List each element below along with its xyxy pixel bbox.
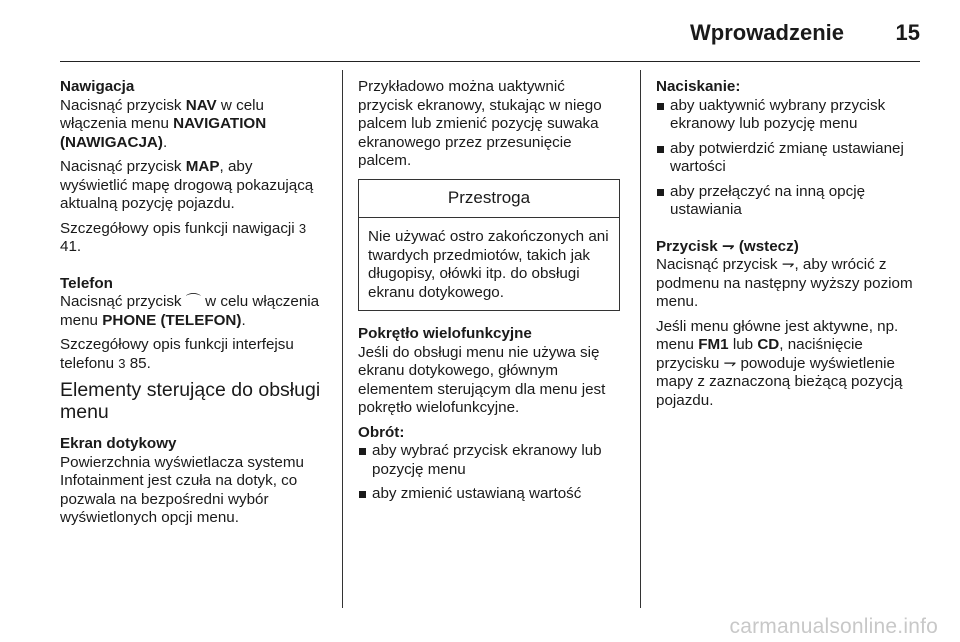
- column-middle: [358, 78, 620, 510]
- phone-heading: Telefon: [60, 274, 113, 292]
- column-right: [656, 78, 918, 416]
- nav-heading: Nawigacja: [60, 78, 135, 95]
- nav-paragraph-3: Szczegółowy opis funkcji nawigacji 3 41.: [60, 219, 307, 255]
- phone-icon: ⌒: [185, 293, 201, 310]
- back-paragraph-2: Jeśli menu główne jest aktywne, np. menu FM1 lub CD, naciśnięcie przycisku ⇁ powoduje wyświetlenie mapy z zaznaczoną bieżącą pozycją pojazdu.: [656, 317, 903, 409]
- press-label: Naciskanie:: [656, 78, 741, 95]
- phone-paragraph-1: Nacisnąć przycisk ⌒ w celu włączenia menu PHONE (TELEFON).: [60, 293, 320, 329]
- header-divider: [60, 61, 920, 62]
- touch-heading: Ekran dotykowy: [60, 435, 177, 452]
- column-divider-1: [342, 70, 343, 608]
- back-icon: ⇁: [723, 354, 737, 372]
- intro-paragraph: Przykładowo można uaktywnić przycisk ekranowy, stukając w niego palcem lub zmienić pozycję suwaka ekranowego przez przesunięcie palcem.: [358, 78, 602, 169]
- column-divider-2: [640, 70, 641, 608]
- caution-box: [358, 179, 620, 312]
- back-heading: Przycisk ⇁ (wstecz): [656, 237, 799, 255]
- watermark: carmanualsonline.info: [729, 614, 938, 638]
- rotate-label: Obrót:: [358, 423, 405, 441]
- column-left: [60, 78, 322, 534]
- nav-paragraph-2: Nacisnąć przycisk MAP, aby wyświetlić mapę drogową pokazującą aktualną pozycję pojazdu.: [60, 158, 314, 212]
- knob-paragraph: Jeśli do obsługi menu nie używa się ekranu dotykowego, głównym elementem sterującym dla menu jest pokrętło wielofunkcyjne.: [358, 343, 606, 416]
- caution-text: Nie używać ostro zakończonych ani twardych przedmiotów, takich jak długopisy, ołówki itp. do obsługi ekranu dotykowego.: [368, 228, 609, 301]
- phone-paragraph-2: Szczegółowy opis funkcji interfejsu telefonu 3 85.: [60, 336, 294, 372]
- rotate-list: [358, 442, 620, 504]
- page-title: Wprowadzenie: [689, 20, 844, 45]
- list-item: aby potwierdzić zmianę ustawianej wartości: [656, 140, 918, 177]
- nav-paragraph-1: Nacisnąć przycisk NAV w celu włączenia menu NAVIGATION (NAWIGACJA).: [60, 96, 267, 151]
- knob-heading: Pokrętło wielofunkcyjne: [358, 325, 532, 342]
- back-icon: ⇁: [781, 256, 795, 273]
- page-ref-icon: 3: [298, 220, 307, 236]
- back-icon: ⇁: [721, 237, 735, 255]
- caution-title: Przestroga: [359, 180, 619, 219]
- section-heading: Elementy sterujące do obsługi menu: [60, 379, 321, 423]
- page-ref-icon: 3: [118, 355, 126, 371]
- list-item: aby zmienić ustawianą wartość: [358, 485, 620, 504]
- back-paragraph-1: Nacisnąć przycisk ⇁, aby wrócić z podmenu na następny wyższy poziom menu.: [656, 256, 913, 310]
- list-item: aby wybrać przycisk ekranowy lub pozycję menu: [358, 442, 620, 479]
- list-item: aby uaktywnić wybrany przycisk ekranowy lub pozycję menu: [656, 97, 918, 134]
- touch-paragraph: Powierzchnia wyświetlacza systemu Infotainment jest czuła na dotyk, co pozwala na bezpośredni wybór wyświetlonych opcji menu.: [60, 453, 304, 526]
- list-item: aby przełączyć na inną opcję ustawiania: [656, 183, 918, 220]
- page-header: [0, 0, 960, 58]
- page-number: 15: [895, 20, 920, 45]
- press-list: [656, 97, 918, 220]
